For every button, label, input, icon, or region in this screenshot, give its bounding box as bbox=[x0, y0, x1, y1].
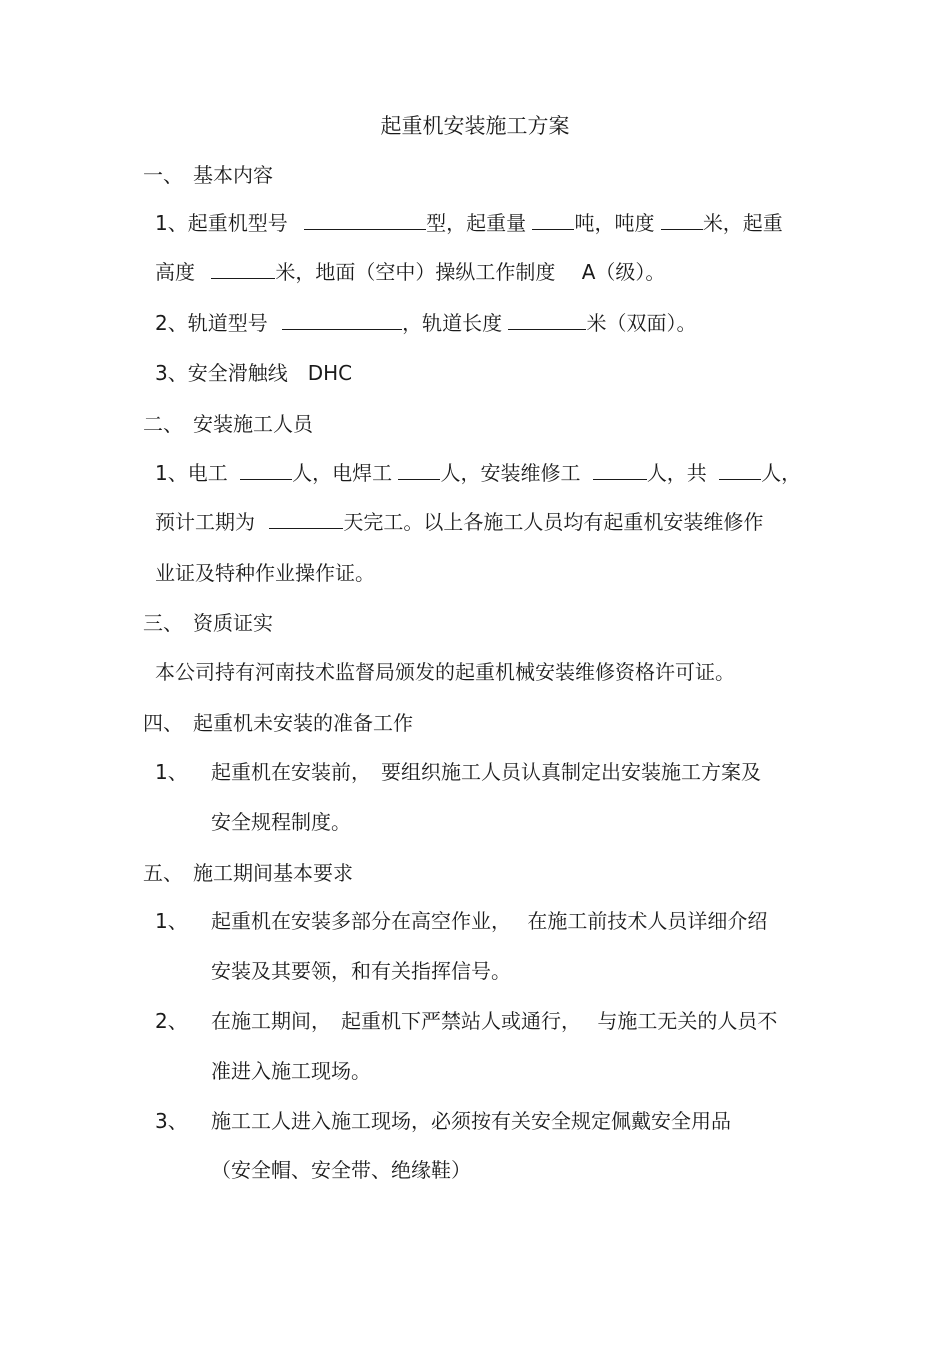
text: 人，电焊工 bbox=[292, 461, 393, 485]
list-item-number: 3、 bbox=[155, 1109, 188, 1133]
text: 人， bbox=[761, 461, 802, 485]
text: 型，起重量 bbox=[426, 211, 527, 235]
blank-electricians bbox=[240, 459, 292, 480]
section-2-line-1 bbox=[155, 459, 801, 487]
list-item-text: 在施工期间， 起重机下严禁站人或通行， 与施工无关的人员不 bbox=[211, 1009, 778, 1033]
blank-model bbox=[304, 209, 426, 230]
section-2-heading: 二、 安装施工人员 bbox=[143, 412, 313, 436]
list-item-text: 施工工人进入施工现场，必须按有关安全规定佩戴安全用品 bbox=[211, 1109, 731, 1133]
page-title: 起重机安装施工方案 bbox=[380, 114, 570, 138]
section-5-heading: 五、 施工期间基本要求 bbox=[143, 861, 353, 885]
blank-total bbox=[719, 459, 761, 480]
blank-duration bbox=[269, 508, 343, 529]
list-item-text-cont: 安全规程制度。 bbox=[211, 810, 351, 834]
blank-span bbox=[661, 209, 703, 230]
section-1-line-2 bbox=[155, 258, 665, 286]
blank-rail-model bbox=[282, 309, 402, 330]
section-2-line-3: 业证及特种作业操作证。 bbox=[155, 561, 375, 585]
section-3-line-1: 本公司持有河南技术监督局颁发的起重机械安装维修资格许可证。 bbox=[155, 660, 735, 684]
text: 1、电工 bbox=[155, 461, 228, 485]
text: 2、轨道型号 bbox=[155, 311, 268, 335]
list-item-text: 起重机在安装多部分在高空作业， 在施工前技术人员详细介绍 bbox=[211, 909, 768, 933]
list-item-text-cont: （安全帽、安全带、绝缘鞋） bbox=[211, 1158, 471, 1182]
list-item-text-cont: 安装及其要领，和有关指挥信号。 bbox=[211, 959, 511, 983]
section-1-line-4: 3、安全滑触线 DHC bbox=[155, 361, 353, 385]
section-1-line-3 bbox=[155, 309, 696, 337]
section-2-line-2 bbox=[155, 508, 763, 536]
text: 高度 bbox=[155, 260, 195, 284]
text: 预计工期为 bbox=[155, 510, 255, 534]
blank-rail-length bbox=[508, 309, 586, 330]
text: 吨，吨度 bbox=[574, 211, 655, 235]
list-item-number: 2、 bbox=[155, 1009, 188, 1033]
text: ，轨道长度 bbox=[402, 311, 503, 335]
list-item-text-cont: 准进入施工现场。 bbox=[211, 1059, 371, 1083]
section-4-heading: 四、 起重机未安装的准备工作 bbox=[143, 711, 413, 735]
blank-fitters bbox=[593, 459, 647, 480]
text: 人，共 bbox=[646, 461, 707, 485]
blank-capacity bbox=[532, 209, 574, 230]
text: 米（双面）。 bbox=[586, 311, 697, 335]
list-item-number: 1、 bbox=[155, 909, 188, 933]
text: 米，地面（空中）操纵工作制度 A（级）。 bbox=[275, 260, 666, 284]
text: 米，起重 bbox=[702, 211, 783, 235]
section-1-heading: 一、 基本内容 bbox=[143, 163, 273, 187]
section-3-heading: 三、 资质证实 bbox=[143, 611, 273, 635]
list-item-number: 1、 bbox=[155, 760, 188, 784]
text: 人，安装维修工 bbox=[440, 461, 581, 485]
section-1-line-1 bbox=[155, 209, 783, 237]
blank-height bbox=[211, 258, 275, 279]
text: 天完工。以上各施工人员均有起重机安装维修作 bbox=[343, 510, 764, 534]
text: 1、起重机型号 bbox=[155, 211, 288, 235]
blank-welders bbox=[398, 459, 440, 480]
list-item-text: 起重机在安装前， 要组织施工人员认真制定出安装施工方案及 bbox=[211, 760, 761, 784]
